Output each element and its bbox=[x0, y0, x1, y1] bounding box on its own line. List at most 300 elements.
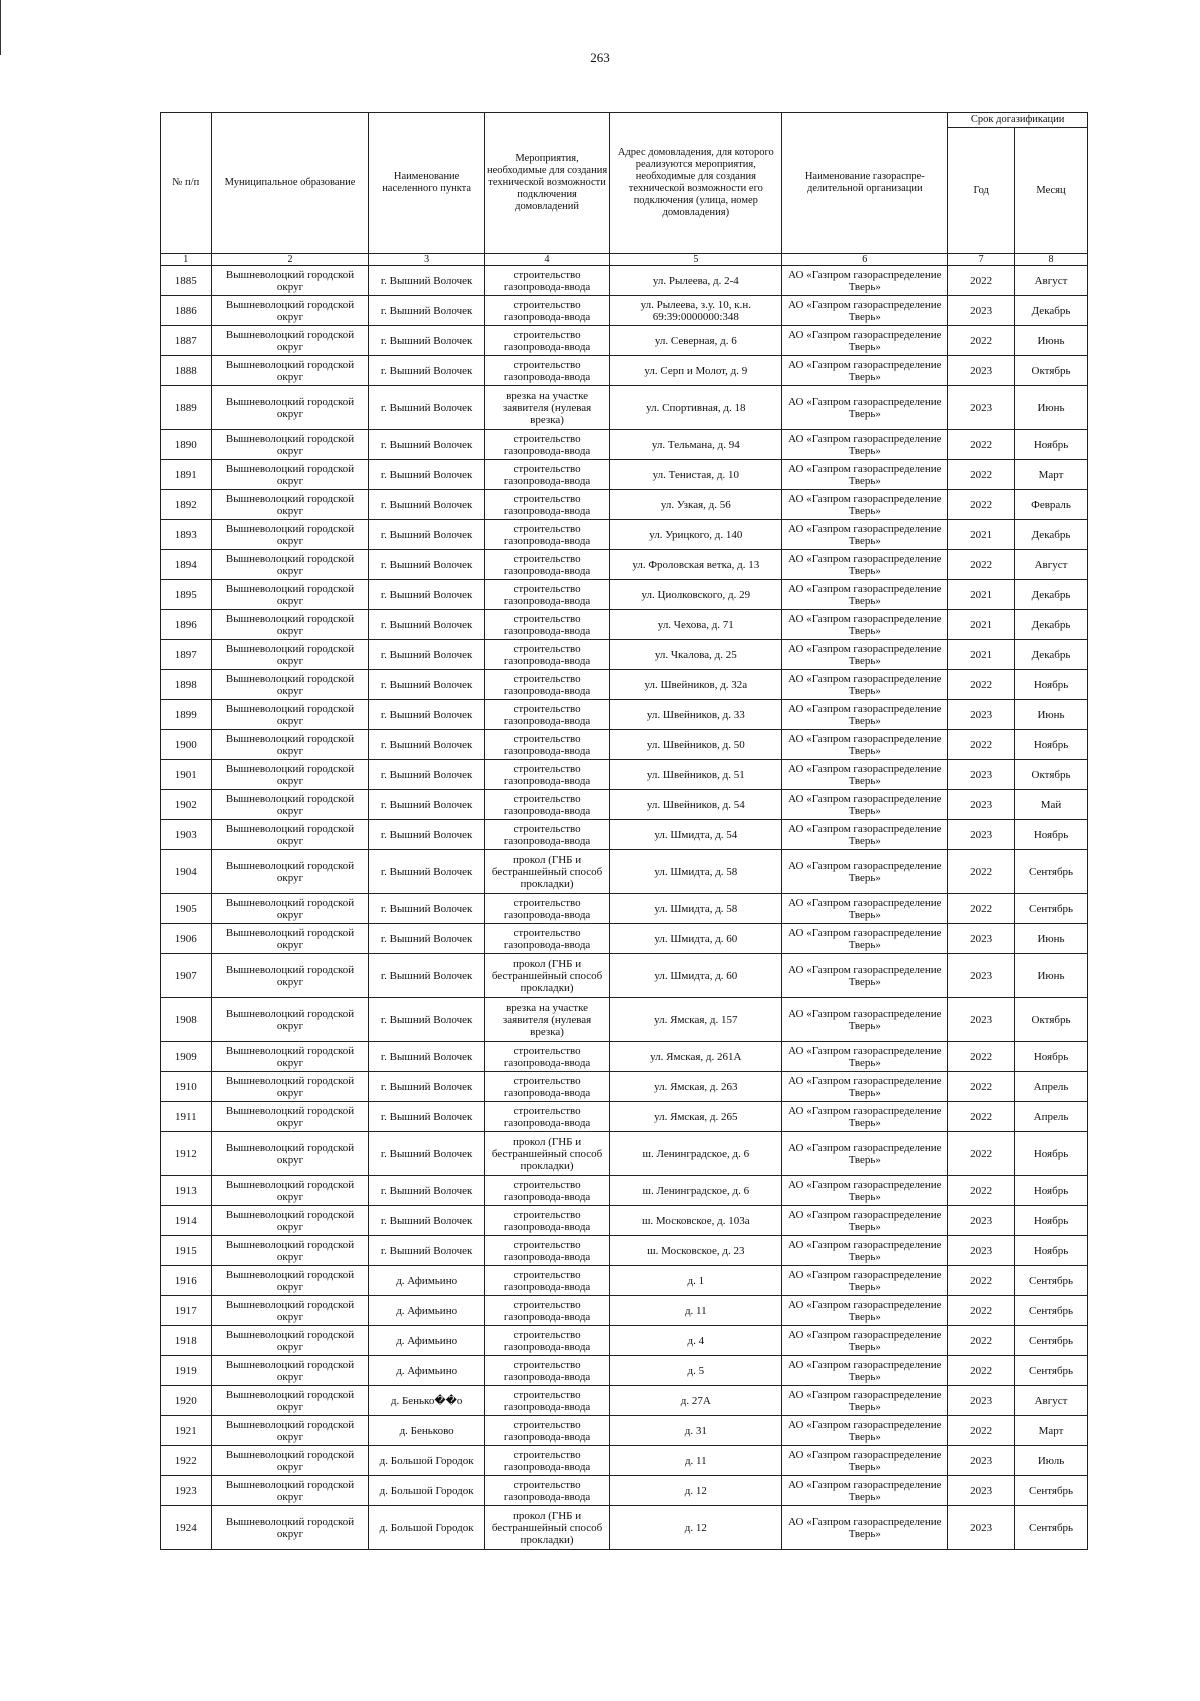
column-number: 5 bbox=[610, 254, 782, 266]
table-row bbox=[161, 1206, 1088, 1236]
month-cell: Август bbox=[1015, 550, 1088, 580]
address-cell: ул. Швейников, д. 33 bbox=[610, 700, 782, 730]
address-cell: д. 12 bbox=[610, 1506, 782, 1550]
measure-cell: строительство газопровода-ввода bbox=[484, 520, 609, 550]
address-cell: ул. Швейников, д. 50 bbox=[610, 730, 782, 760]
municipality-cell: Вышневолоцкий городской округ bbox=[211, 1506, 369, 1550]
address-cell: д. 27А bbox=[610, 1386, 782, 1416]
address-cell: д. 11 bbox=[610, 1446, 782, 1476]
row-number: 1888 bbox=[161, 356, 212, 386]
row-number: 1898 bbox=[161, 670, 212, 700]
row-number: 1915 bbox=[161, 1236, 212, 1266]
month-cell: Август bbox=[1015, 266, 1088, 296]
month-cell: Сентябрь bbox=[1015, 1266, 1088, 1296]
row-number: 1890 bbox=[161, 430, 212, 460]
settlement-cell: г. Вышний Волочек bbox=[369, 1072, 484, 1102]
gdo-cell: АО «Газпром газораспределение Тверь» bbox=[782, 610, 948, 640]
address-cell: ул. Рылеева, з.у. 10, к.н. 69:39:0000000:348 bbox=[610, 296, 782, 326]
municipality-cell: Вышневолоцкий городской округ bbox=[211, 550, 369, 580]
month-cell: Октябрь bbox=[1015, 760, 1088, 790]
month-cell: Апрель bbox=[1015, 1102, 1088, 1132]
gdo-cell: АО «Газпром газораспределение Тверь» bbox=[782, 1416, 948, 1446]
address-cell: ул. Узкая, д. 56 bbox=[610, 490, 782, 520]
month-cell: Март bbox=[1015, 1416, 1088, 1446]
month-cell: Декабрь bbox=[1015, 640, 1088, 670]
year-cell: 2022 bbox=[948, 266, 1015, 296]
address-cell: д. 11 bbox=[610, 1296, 782, 1326]
month-cell: Декабрь bbox=[1015, 580, 1088, 610]
address-cell: ул. Шмидта, д. 58 bbox=[610, 894, 782, 924]
gdo-cell: АО «Газпром газораспределение Тверь» bbox=[782, 1386, 948, 1416]
row-number: 1891 bbox=[161, 460, 212, 490]
municipality-cell: Вышневолоцкий городской округ bbox=[211, 1476, 369, 1506]
table-row bbox=[161, 1476, 1088, 1506]
row-number: 1902 bbox=[161, 790, 212, 820]
table-row bbox=[161, 700, 1088, 730]
municipality-cell: Вышневолоцкий городской округ bbox=[211, 1176, 369, 1206]
column-number: 7 bbox=[948, 254, 1015, 266]
table-row bbox=[161, 1132, 1088, 1176]
municipality-cell: Вышневолоцкий городской округ bbox=[211, 1102, 369, 1132]
row-number: 1894 bbox=[161, 550, 212, 580]
table-row bbox=[161, 924, 1088, 954]
year-cell: 2022 bbox=[948, 1132, 1015, 1176]
settlement-cell: г. Вышний Волочек bbox=[369, 850, 484, 894]
row-number: 1886 bbox=[161, 296, 212, 326]
table-row bbox=[161, 1266, 1088, 1296]
gdo-cell: АО «Газпром газораспределение Тверь» bbox=[782, 1102, 948, 1132]
gdo-cell: АО «Газпром газораспределение Тверь» bbox=[782, 670, 948, 700]
row-number: 1910 bbox=[161, 1072, 212, 1102]
month-cell: Ноябрь bbox=[1015, 670, 1088, 700]
measure-cell: прокол (ГНБ и бестраншейный способ прокладки) bbox=[484, 954, 609, 998]
month-cell: Июль bbox=[1015, 1446, 1088, 1476]
measure-cell: строительство газопровода-ввода bbox=[484, 1042, 609, 1072]
municipality-cell: Вышневолоцкий городской округ bbox=[211, 730, 369, 760]
municipality-cell: Вышневолоцкий городской округ bbox=[211, 850, 369, 894]
month-cell: Декабрь bbox=[1015, 610, 1088, 640]
settlement-cell: г. Вышний Волочек bbox=[369, 460, 484, 490]
row-number: 1923 bbox=[161, 1476, 212, 1506]
settlement-cell: г. Вышний Волочек bbox=[369, 610, 484, 640]
table-row bbox=[161, 460, 1088, 490]
month-cell: Июнь bbox=[1015, 954, 1088, 998]
gdo-cell: АО «Газпром газораспределение Тверь» bbox=[782, 460, 948, 490]
year-cell: 2022 bbox=[948, 490, 1015, 520]
month-cell: Сентябрь bbox=[1015, 1506, 1088, 1550]
measure-cell: строительство газопровода-ввода bbox=[484, 266, 609, 296]
municipality-cell: Вышневолоцкий городской округ bbox=[211, 1206, 369, 1236]
row-number: 1896 bbox=[161, 610, 212, 640]
year-cell: 2022 bbox=[948, 1102, 1015, 1132]
gdo-cell: АО «Газпром газораспределение Тверь» bbox=[782, 730, 948, 760]
address-cell: ул. Рылеева, д. 2-4 bbox=[610, 266, 782, 296]
table-row bbox=[161, 998, 1088, 1042]
gdo-cell: АО «Газпром газораспределение Тверь» bbox=[782, 430, 948, 460]
settlement-cell: г. Вышний Волочек bbox=[369, 490, 484, 520]
gdo-cell: АО «Газпром газораспределение Тверь» bbox=[782, 1206, 948, 1236]
gasification-table bbox=[160, 112, 1088, 1550]
municipality-cell: Вышневолоцкий городской округ bbox=[211, 266, 369, 296]
address-cell: д. 5 bbox=[610, 1356, 782, 1386]
year-cell: 2022 bbox=[948, 730, 1015, 760]
row-number: 1892 bbox=[161, 490, 212, 520]
header-deadline: Срок догазификации bbox=[948, 113, 1088, 128]
year-cell: 2022 bbox=[948, 550, 1015, 580]
address-cell: д. 4 bbox=[610, 1326, 782, 1356]
settlement-cell: г. Вышний Волочек bbox=[369, 326, 484, 356]
measure-cell: прокол (ГНБ и бестраншейный способ прокладки) bbox=[484, 1132, 609, 1176]
gdo-cell: АО «Газпром газораспределение Тверь» bbox=[782, 326, 948, 356]
address-cell: ул. Ямская, д. 157 bbox=[610, 998, 782, 1042]
gdo-cell: АО «Газпром газораспределение Тверь» bbox=[782, 640, 948, 670]
gdo-cell: АО «Газпром газораспределение Тверь» bbox=[782, 1266, 948, 1296]
municipality-cell: Вышневолоцкий городской округ bbox=[211, 1266, 369, 1296]
settlement-cell: д. Беньково bbox=[369, 1416, 484, 1446]
month-cell: Август bbox=[1015, 1386, 1088, 1416]
address-cell: ул. Фроловская ветка, д. 13 bbox=[610, 550, 782, 580]
table-row bbox=[161, 490, 1088, 520]
settlement-cell: г. Вышний Волочек bbox=[369, 266, 484, 296]
year-cell: 2022 bbox=[948, 894, 1015, 924]
settlement-cell: д. Бенько��о bbox=[369, 1386, 484, 1416]
table-row bbox=[161, 954, 1088, 998]
table-row bbox=[161, 760, 1088, 790]
municipality-cell: Вышневолоцкий городской округ bbox=[211, 894, 369, 924]
settlement-cell: д. Афимьино bbox=[369, 1356, 484, 1386]
settlement-cell: г. Вышний Волочек bbox=[369, 356, 484, 386]
settlement-cell: г. Вышний Волочек bbox=[369, 1236, 484, 1266]
column-number: 3 bbox=[369, 254, 484, 266]
year-cell: 2023 bbox=[948, 790, 1015, 820]
column-number: 2 bbox=[211, 254, 369, 266]
year-cell: 2023 bbox=[948, 700, 1015, 730]
address-cell: ш. Ленинградское, д. 6 bbox=[610, 1176, 782, 1206]
month-cell: Июнь bbox=[1015, 700, 1088, 730]
table-row bbox=[161, 894, 1088, 924]
gdo-cell: АО «Газпром газораспределение Тверь» bbox=[782, 1236, 948, 1266]
measure-cell: строительство газопровода-ввода bbox=[484, 924, 609, 954]
settlement-cell: г. Вышний Волочек bbox=[369, 640, 484, 670]
table-row bbox=[161, 1176, 1088, 1206]
gdo-cell: АО «Газпром газораспределение Тверь» bbox=[782, 580, 948, 610]
measure-cell: строительство газопровода-ввода bbox=[484, 1416, 609, 1446]
settlement-cell: г. Вышний Волочек bbox=[369, 1132, 484, 1176]
year-cell: 2023 bbox=[948, 1446, 1015, 1476]
row-number: 1900 bbox=[161, 730, 212, 760]
month-cell: Октябрь bbox=[1015, 998, 1088, 1042]
gdo-cell: АО «Газпром газораспределение Тверь» bbox=[782, 1506, 948, 1550]
measure-cell: строительство газопровода-ввода bbox=[484, 550, 609, 580]
address-cell: ул. Серп и Молот, д. 9 bbox=[610, 356, 782, 386]
municipality-cell: Вышневолоцкий городской округ bbox=[211, 610, 369, 640]
measure-cell: строительство газопровода-ввода bbox=[484, 1326, 609, 1356]
year-cell: 2022 bbox=[948, 1266, 1015, 1296]
settlement-cell: д. Большой Городок bbox=[369, 1476, 484, 1506]
table-row bbox=[161, 730, 1088, 760]
measure-cell: строительство газопровода-ввода bbox=[484, 580, 609, 610]
address-cell: ул. Ямская, д. 263 bbox=[610, 1072, 782, 1102]
year-cell: 2023 bbox=[948, 296, 1015, 326]
row-number: 1912 bbox=[161, 1132, 212, 1176]
year-cell: 2021 bbox=[948, 520, 1015, 550]
row-number: 1899 bbox=[161, 700, 212, 730]
month-cell: Сентябрь bbox=[1015, 1326, 1088, 1356]
gdo-cell: АО «Газпром газораспределение Тверь» bbox=[782, 1042, 948, 1072]
settlement-cell: г. Вышний Волочек bbox=[369, 670, 484, 700]
settlement-cell: г. Вышний Волочек bbox=[369, 550, 484, 580]
measure-cell: строительство газопровода-ввода bbox=[484, 1296, 609, 1326]
row-number: 1887 bbox=[161, 326, 212, 356]
month-cell: Сентябрь bbox=[1015, 1296, 1088, 1326]
month-cell: Ноябрь bbox=[1015, 430, 1088, 460]
month-cell: Ноябрь bbox=[1015, 820, 1088, 850]
month-cell: Ноябрь bbox=[1015, 1206, 1088, 1236]
table-row bbox=[161, 1506, 1088, 1550]
gdo-cell: АО «Газпром газораспределение Тверь» bbox=[782, 700, 948, 730]
table-row bbox=[161, 580, 1088, 610]
municipality-cell: Вышневолоцкий городской округ bbox=[211, 580, 369, 610]
address-cell: ш. Московское, д. 23 bbox=[610, 1236, 782, 1266]
year-cell: 2023 bbox=[948, 1476, 1015, 1506]
address-cell: ул. Швейников, д. 51 bbox=[610, 760, 782, 790]
table-row bbox=[161, 550, 1088, 580]
year-cell: 2022 bbox=[948, 670, 1015, 700]
address-cell: ул. Тенистая, д. 10 bbox=[610, 460, 782, 490]
municipality-cell: Вышневолоцкий городской округ bbox=[211, 1446, 369, 1476]
municipality-cell: Вышневолоцкий городской округ bbox=[211, 998, 369, 1042]
month-cell: Сентябрь bbox=[1015, 850, 1088, 894]
row-number: 1914 bbox=[161, 1206, 212, 1236]
table-row bbox=[161, 266, 1088, 296]
gdo-cell: АО «Газпром газораспределение Тверь» bbox=[782, 760, 948, 790]
measure-cell: строительство газопровода-ввода bbox=[484, 670, 609, 700]
address-cell: д. 1 bbox=[610, 1266, 782, 1296]
month-cell: Февраль bbox=[1015, 490, 1088, 520]
row-number: 1911 bbox=[161, 1102, 212, 1132]
address-cell: ул. Урицкого, д. 140 bbox=[610, 520, 782, 550]
municipality-cell: Вышневолоцкий городской округ bbox=[211, 670, 369, 700]
table-row bbox=[161, 1416, 1088, 1446]
year-cell: 2022 bbox=[948, 1326, 1015, 1356]
settlement-cell: г. Вышний Волочек bbox=[369, 1042, 484, 1072]
measure-cell: строительство газопровода-ввода bbox=[484, 1446, 609, 1476]
gdo-cell: АО «Газпром газораспределение Тверь» bbox=[782, 356, 948, 386]
measure-cell: строительство газопровода-ввода bbox=[484, 610, 609, 640]
measure-cell: строительство газопровода-ввода bbox=[484, 490, 609, 520]
row-number: 1909 bbox=[161, 1042, 212, 1072]
measure-cell: строительство газопровода-ввода bbox=[484, 790, 609, 820]
year-cell: 2021 bbox=[948, 610, 1015, 640]
settlement-cell: г. Вышний Волочек bbox=[369, 954, 484, 998]
address-cell: д. 31 bbox=[610, 1416, 782, 1446]
year-cell: 2021 bbox=[948, 640, 1015, 670]
row-number: 1921 bbox=[161, 1416, 212, 1446]
year-cell: 2022 bbox=[948, 326, 1015, 356]
gdo-cell: АО «Газпром газораспределение Тверь» bbox=[782, 520, 948, 550]
table-row bbox=[161, 430, 1088, 460]
year-cell: 2021 bbox=[948, 580, 1015, 610]
settlement-cell: г. Вышний Волочек bbox=[369, 1176, 484, 1206]
year-cell: 2022 bbox=[948, 1356, 1015, 1386]
settlement-cell: г. Вышний Волочек bbox=[369, 730, 484, 760]
municipality-cell: Вышневолоцкий городской округ bbox=[211, 356, 369, 386]
gdo-cell: АО «Газпром газораспределение Тверь» bbox=[782, 1132, 948, 1176]
table-row bbox=[161, 850, 1088, 894]
address-cell: ш. Ленинградское, д. 6 bbox=[610, 1132, 782, 1176]
header-measures: Мероприятия, необходимые для создания технической возможности подключения домовладений bbox=[484, 113, 609, 254]
settlement-cell: г. Вышний Волочек bbox=[369, 1102, 484, 1132]
row-number: 1901 bbox=[161, 760, 212, 790]
row-number: 1904 bbox=[161, 850, 212, 894]
municipality-cell: Вышневолоцкий городской округ bbox=[211, 1296, 369, 1326]
gdo-cell: АО «Газпром газораспределение Тверь» bbox=[782, 820, 948, 850]
year-cell: 2022 bbox=[948, 1042, 1015, 1072]
table-row bbox=[161, 1072, 1088, 1102]
month-cell: Сентябрь bbox=[1015, 1476, 1088, 1506]
address-cell: ул. Чехова, д. 71 bbox=[610, 610, 782, 640]
year-cell: 2023 bbox=[948, 760, 1015, 790]
measure-cell: строительство газопровода-ввода bbox=[484, 1476, 609, 1506]
gdo-cell: АО «Газпром газораспределение Тверь» bbox=[782, 924, 948, 954]
settlement-cell: г. Вышний Волочек bbox=[369, 998, 484, 1042]
month-cell: Октябрь bbox=[1015, 356, 1088, 386]
year-cell: 2023 bbox=[948, 356, 1015, 386]
settlement-cell: г. Вышний Волочек bbox=[369, 580, 484, 610]
table-row bbox=[161, 820, 1088, 850]
year-cell: 2023 bbox=[948, 1386, 1015, 1416]
table-row bbox=[161, 1102, 1088, 1132]
year-cell: 2023 bbox=[948, 1236, 1015, 1266]
row-number: 1906 bbox=[161, 924, 212, 954]
measure-cell: прокол (ГНБ и бестраншейный способ прокладки) bbox=[484, 1506, 609, 1550]
municipality-cell: Вышневолоцкий городской округ bbox=[211, 1042, 369, 1072]
gdo-cell: АО «Газпром газораспределение Тверь» bbox=[782, 1476, 948, 1506]
table-row bbox=[161, 1236, 1088, 1266]
address-cell: ул. Шмидта, д. 60 bbox=[610, 924, 782, 954]
measure-cell: строительство газопровода-ввода bbox=[484, 326, 609, 356]
table-row bbox=[161, 1386, 1088, 1416]
year-cell: 2023 bbox=[948, 998, 1015, 1042]
year-cell: 2023 bbox=[948, 820, 1015, 850]
month-cell: Июнь bbox=[1015, 326, 1088, 356]
row-number: 1907 bbox=[161, 954, 212, 998]
table-row bbox=[161, 1356, 1088, 1386]
row-number: 1895 bbox=[161, 580, 212, 610]
address-cell: ул. Ямская, д. 265 bbox=[610, 1102, 782, 1132]
measure-cell: строительство газопровода-ввода bbox=[484, 356, 609, 386]
address-cell: ул. Шмидта, д. 60 bbox=[610, 954, 782, 998]
address-cell: ул. Шмидта, д. 54 bbox=[610, 820, 782, 850]
measure-cell: строительство газопровода-ввода bbox=[484, 640, 609, 670]
year-cell: 2022 bbox=[948, 850, 1015, 894]
table-row bbox=[161, 326, 1088, 356]
settlement-cell: д. Афимьино bbox=[369, 1296, 484, 1326]
address-cell: ул. Чкалова, д. 25 bbox=[610, 640, 782, 670]
settlement-cell: г. Вышний Волочек bbox=[369, 760, 484, 790]
address-cell: ул. Швейников, д. 32а bbox=[610, 670, 782, 700]
table-row bbox=[161, 1042, 1088, 1072]
table-row bbox=[161, 1296, 1088, 1326]
month-cell: Апрель bbox=[1015, 1072, 1088, 1102]
year-cell: 2023 bbox=[948, 1506, 1015, 1550]
measure-cell: строительство газопровода-ввода bbox=[484, 760, 609, 790]
address-cell: ул. Спортивная, д. 18 bbox=[610, 386, 782, 430]
gdo-cell: АО «Газпром газораспределение Тверь» bbox=[782, 1446, 948, 1476]
settlement-cell: г. Вышний Волочек bbox=[369, 790, 484, 820]
municipality-cell: Вышневолоцкий городской округ bbox=[211, 460, 369, 490]
row-number: 1889 bbox=[161, 386, 212, 430]
settlement-cell: г. Вышний Волочек bbox=[369, 520, 484, 550]
gdo-cell: АО «Газпром газораспределение Тверь» bbox=[782, 894, 948, 924]
row-number: 1897 bbox=[161, 640, 212, 670]
settlement-cell: г. Вышний Волочек bbox=[369, 386, 484, 430]
municipality-cell: Вышневолоцкий городской округ bbox=[211, 790, 369, 820]
municipality-cell: Вышневолоцкий городской округ bbox=[211, 1236, 369, 1266]
month-cell: Декабрь bbox=[1015, 296, 1088, 326]
address-cell: ш. Московское, д. 103а bbox=[610, 1206, 782, 1236]
address-cell: ул. Швейников, д. 54 bbox=[610, 790, 782, 820]
measure-cell: строительство газопровода-ввода bbox=[484, 730, 609, 760]
table-row bbox=[161, 640, 1088, 670]
municipality-cell: Вышневолоцкий городской округ bbox=[211, 640, 369, 670]
column-number: 6 bbox=[782, 254, 948, 266]
year-cell: 2023 bbox=[948, 924, 1015, 954]
measure-cell: строительство газопровода-ввода bbox=[484, 894, 609, 924]
municipality-cell: Вышневолоцкий городской округ bbox=[211, 520, 369, 550]
month-cell: Ноябрь bbox=[1015, 1042, 1088, 1072]
month-cell: Сентябрь bbox=[1015, 894, 1088, 924]
municipality-cell: Вышневолоцкий городской округ bbox=[211, 1386, 369, 1416]
header-num: № п/п bbox=[161, 113, 212, 254]
month-cell: Ноябрь bbox=[1015, 1132, 1088, 1176]
measure-cell: строительство газопровода-ввода bbox=[484, 1356, 609, 1386]
year-cell: 2022 bbox=[948, 1296, 1015, 1326]
gdo-cell: АО «Газпром газораспределение Тверь» bbox=[782, 386, 948, 430]
gdo-cell: АО «Газпром газораспределение Тверь» bbox=[782, 1326, 948, 1356]
header-year: Год bbox=[948, 128, 1015, 254]
column-number: 4 bbox=[484, 254, 609, 266]
settlement-cell: г. Вышний Волочек bbox=[369, 700, 484, 730]
header-gdo: Наименование газораспре-делительной организации bbox=[782, 113, 948, 254]
table-row bbox=[161, 610, 1088, 640]
municipality-cell: Вышневолоцкий городской округ bbox=[211, 1326, 369, 1356]
address-cell: ул. Циолковского, д. 29 bbox=[610, 580, 782, 610]
settlement-cell: д. Афимьино bbox=[369, 1266, 484, 1296]
gdo-cell: АО «Газпром газораспределение Тверь» bbox=[782, 266, 948, 296]
table-row bbox=[161, 1446, 1088, 1476]
table-row bbox=[161, 356, 1088, 386]
column-number: 8 bbox=[1015, 254, 1088, 266]
address-cell: ул. Шмидта, д. 58 bbox=[610, 850, 782, 894]
settlement-cell: д. Большой Городок bbox=[369, 1446, 484, 1476]
header-municipality: Муниципальное образование bbox=[211, 113, 369, 254]
measure-cell: строительство газопровода-ввода bbox=[484, 1386, 609, 1416]
measure-cell: строительство газопровода-ввода bbox=[484, 820, 609, 850]
measure-cell: строительство газопровода-ввода bbox=[484, 700, 609, 730]
month-cell: Ноябрь bbox=[1015, 1176, 1088, 1206]
year-cell: 2022 bbox=[948, 460, 1015, 490]
gdo-cell: АО «Газпром газораспределение Тверь» bbox=[782, 1356, 948, 1386]
row-number: 1919 bbox=[161, 1356, 212, 1386]
page-edge-line bbox=[0, 0, 1, 55]
row-number: 1885 bbox=[161, 266, 212, 296]
month-cell: Ноябрь bbox=[1015, 730, 1088, 760]
table-body bbox=[161, 266, 1088, 1550]
gdo-cell: АО «Газпром газораспределение Тверь» bbox=[782, 998, 948, 1042]
gdo-cell: АО «Газпром газораспределение Тверь» bbox=[782, 1072, 948, 1102]
municipality-cell: Вышневолоцкий городской округ bbox=[211, 296, 369, 326]
